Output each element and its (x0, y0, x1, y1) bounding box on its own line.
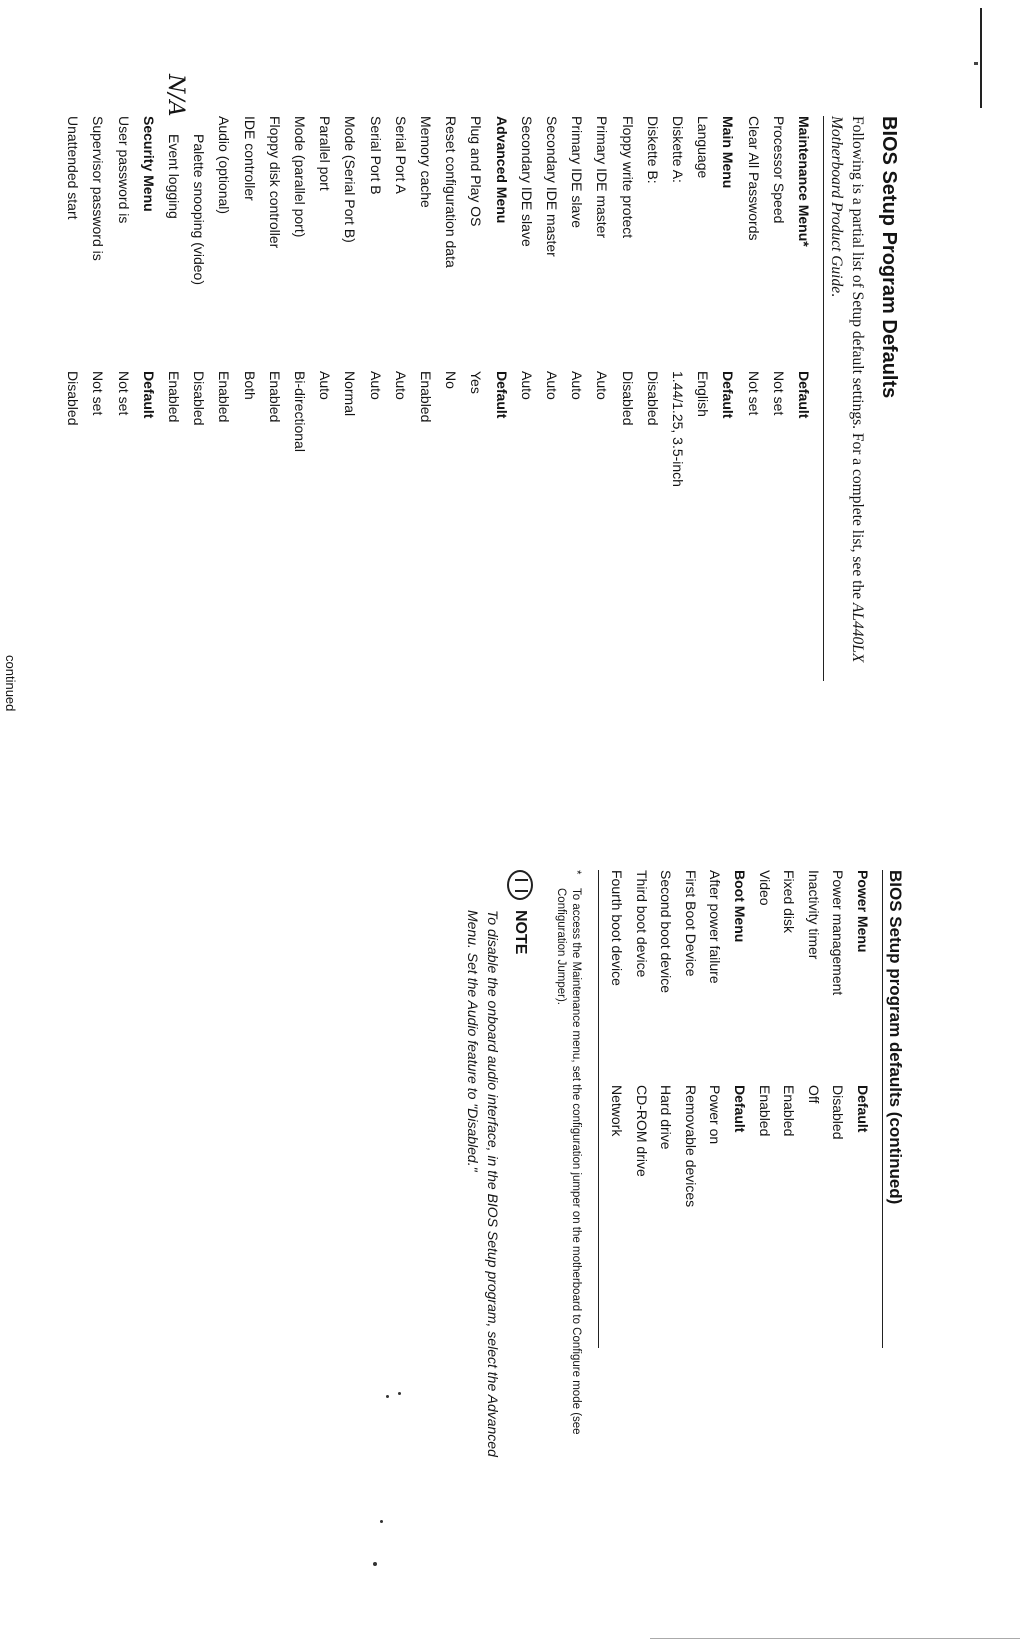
setting-default-value: 1.44/1.25, 3.5-inch (670, 371, 686, 487)
intro-paragraph (826, 116, 868, 676)
table-row (464, 116, 488, 631)
table-row (641, 116, 665, 631)
table-row (238, 116, 262, 631)
table-row (666, 116, 690, 631)
note-header (507, 870, 533, 954)
setting-label: Secondary IDE slave (518, 116, 535, 247)
setting-label: Power Menu (855, 870, 871, 953)
setting-label: Primary IDE slave (569, 116, 586, 229)
setting-label: Floppy write protect (619, 116, 636, 239)
table-row (338, 116, 362, 631)
table-row (540, 116, 564, 631)
setting-default-value: Default (732, 1085, 748, 1133)
setting-default-value: Enabled (266, 371, 283, 423)
table-row (691, 116, 715, 631)
table-row (364, 116, 388, 631)
note-body: To disable the onboard audio interface, in the BIOS Setup program, select the Advanced Menu. Set the Audio feature to "Disabled." (465, 910, 501, 1457)
table-row (565, 116, 589, 631)
setting-label: Power management (830, 870, 847, 996)
setting-label: Security Menu (140, 116, 157, 212)
setting-label: Clear All Passwords (745, 116, 762, 241)
setting-label: Video (756, 870, 773, 906)
setting-default-value: Enabled (418, 371, 434, 423)
setting-label: Fourth boot device (609, 870, 625, 986)
setting-label: User password is (115, 116, 132, 224)
table-row (679, 870, 703, 1295)
setting-default-value: Removable devices (682, 1085, 699, 1208)
maintenance-footnote (553, 870, 583, 1490)
setting-default-value: Auto (569, 371, 586, 400)
setting-default-value: Default (796, 371, 812, 419)
setting-default-value: Power on (707, 1085, 724, 1145)
setting-default-value: English (695, 371, 712, 417)
setting-default-value: Not set (90, 371, 107, 416)
setting-label: Main Menu (720, 116, 737, 189)
setting-label: Palette snooping (video) (191, 134, 208, 285)
scan-speck (398, 1392, 401, 1395)
setting-label: Processor Speed (770, 116, 787, 224)
table-row (630, 870, 654, 1295)
table-row (616, 116, 640, 631)
scan-speck (386, 1395, 389, 1398)
table-row (590, 116, 614, 631)
continued-bottom-rule (598, 870, 599, 1348)
table-row (439, 116, 463, 631)
setting-label: Mode (parallel port) (292, 116, 308, 238)
table-row (742, 116, 766, 631)
setting-label: Inactivity timer (805, 870, 822, 960)
setting-default-value: Normal (342, 371, 359, 417)
continued-title: BIOS Setup program defaults (continued) (886, 870, 905, 1205)
continued-label: continued (3, 655, 18, 712)
setting-default-value: Enabled (781, 1085, 798, 1137)
scan-speck (373, 1562, 377, 1566)
setting-label: IDE controller (241, 116, 258, 201)
table-row (313, 116, 337, 631)
setting-default-value: Disabled (191, 371, 208, 426)
setting-label: Event logging (166, 134, 182, 219)
setting-default-value: Default (855, 1085, 871, 1133)
setting-label: Diskette A: (670, 116, 686, 183)
setting-default-value: Auto (317, 371, 334, 400)
bios-defaults-continued-page (465, 870, 905, 1510)
setting-label: Unattended start (65, 116, 82, 220)
table-row (187, 116, 211, 631)
table-row (162, 116, 186, 631)
setting-default-value: Auto (392, 371, 409, 400)
scan-bottom-rule (650, 1638, 1020, 1639)
setting-label: Diskette B: (644, 116, 661, 184)
table-section-header (851, 870, 875, 1295)
setting-default-value: CD-ROM drive (633, 1085, 650, 1177)
setting-default-value: Default (720, 371, 737, 419)
setting-label: First Boot Device (682, 870, 699, 977)
setting-default-value: Disabled (644, 371, 661, 426)
setting-label: Maintenance Menu* (796, 116, 812, 247)
table-section-header (490, 116, 514, 631)
setting-default-value: Not set (115, 371, 132, 416)
table-row (288, 116, 312, 631)
table-row (112, 116, 136, 631)
setting-default-value: Both (241, 371, 258, 400)
setting-default-value: Off (805, 1085, 822, 1104)
footnote-text: To access the Maintenance menu, set the configuration jumper on the motherboard to Configure mode (see Configuration Jumper). (555, 888, 582, 1435)
setting-default-value: Yes (468, 371, 485, 394)
setting-default-value: Disabled (830, 1085, 847, 1140)
setting-default-value: Auto (594, 371, 611, 400)
setting-default-value: Enabled (756, 1085, 773, 1137)
table-row (777, 870, 801, 1295)
table-row (414, 116, 438, 631)
setting-label: Serial Port A (392, 116, 409, 194)
table-section-header (792, 116, 816, 631)
handwritten-annotation: N/A (163, 74, 188, 117)
table-row (753, 870, 777, 1295)
setting-label: Advanced Menu (493, 116, 510, 224)
setting-label: Memory cache (418, 116, 434, 208)
setting-default-value: Enabled (216, 371, 233, 423)
setting-label: Floppy disk controller (266, 116, 283, 249)
footnote-bullet: * (570, 870, 582, 875)
setting-default-value: Network (609, 1085, 625, 1137)
setting-label: Secondary IDE master (544, 116, 560, 257)
table-row (767, 116, 791, 631)
table-row (61, 116, 85, 631)
intro-suffix: . (828, 293, 845, 297)
setting-label: Parallel port (317, 116, 334, 191)
setting-default-value: Bi-directional (292, 371, 308, 452)
note-hand-icon (507, 870, 533, 900)
setting-default-value: Disabled (65, 371, 82, 426)
table-row (826, 870, 850, 1295)
setting-label: Language (695, 116, 712, 179)
setting-label: After power failure (707, 870, 724, 984)
scan-speck (974, 62, 978, 65)
setting-label: Boot Menu (732, 870, 748, 943)
setting-label: Fixed disk (781, 870, 798, 934)
table-top-rule (823, 116, 824, 681)
table-row (703, 870, 727, 1295)
setting-default-value: Default (493, 371, 510, 419)
note-title: NOTE (512, 910, 529, 955)
setting-label: Supervisor password is (90, 116, 107, 261)
setting-label: Primary IDE master (594, 116, 611, 239)
continued-title-rule (882, 870, 883, 1348)
table-row (605, 870, 629, 1295)
setting-label: Second boot device (658, 870, 675, 993)
setting-label: Mode (Serial Port B) (342, 116, 359, 243)
bios-defaults-page (40, 116, 900, 736)
setting-default-value: No (443, 371, 460, 389)
table-row (654, 870, 678, 1295)
setting-label: Serial Port B (367, 116, 384, 195)
page-title: BIOS Setup Program Defaults (878, 116, 900, 399)
setting-label: Plug and Play OS (468, 116, 485, 227)
table-section-header (137, 116, 161, 631)
scan-speck (380, 1520, 383, 1523)
setting-default-value: Disabled (619, 371, 636, 426)
setting-default-value: Auto (367, 371, 384, 400)
table-row (86, 116, 110, 631)
setting-default-value: Auto (544, 371, 560, 400)
setting-default-value: Hard drive (658, 1085, 675, 1150)
table-row (389, 116, 413, 631)
setting-default-value: Not set (770, 371, 787, 416)
setting-label: Third boot device (633, 870, 650, 978)
setting-default-value: Not set (745, 371, 762, 416)
table-row (212, 116, 236, 631)
intro-guide-title: AL440LX Motherboard Product Guide (828, 116, 866, 663)
table-row (515, 116, 539, 631)
setting-label: Reset configuration data (443, 116, 460, 268)
table-row (263, 116, 287, 631)
scan-edge-mark (980, 8, 982, 108)
table-row (802, 870, 826, 1295)
setting-default-value: Enabled (166, 371, 182, 423)
table-section-header (716, 116, 740, 631)
setting-default-value: Auto (518, 371, 535, 400)
intro-prefix: Following is a partial list of Setup default settings. For a complete list, see the (849, 116, 866, 603)
setting-label: Audio (optional) (216, 116, 233, 215)
setting-default-value: Default (140, 371, 157, 419)
table-section-header (728, 870, 752, 1295)
